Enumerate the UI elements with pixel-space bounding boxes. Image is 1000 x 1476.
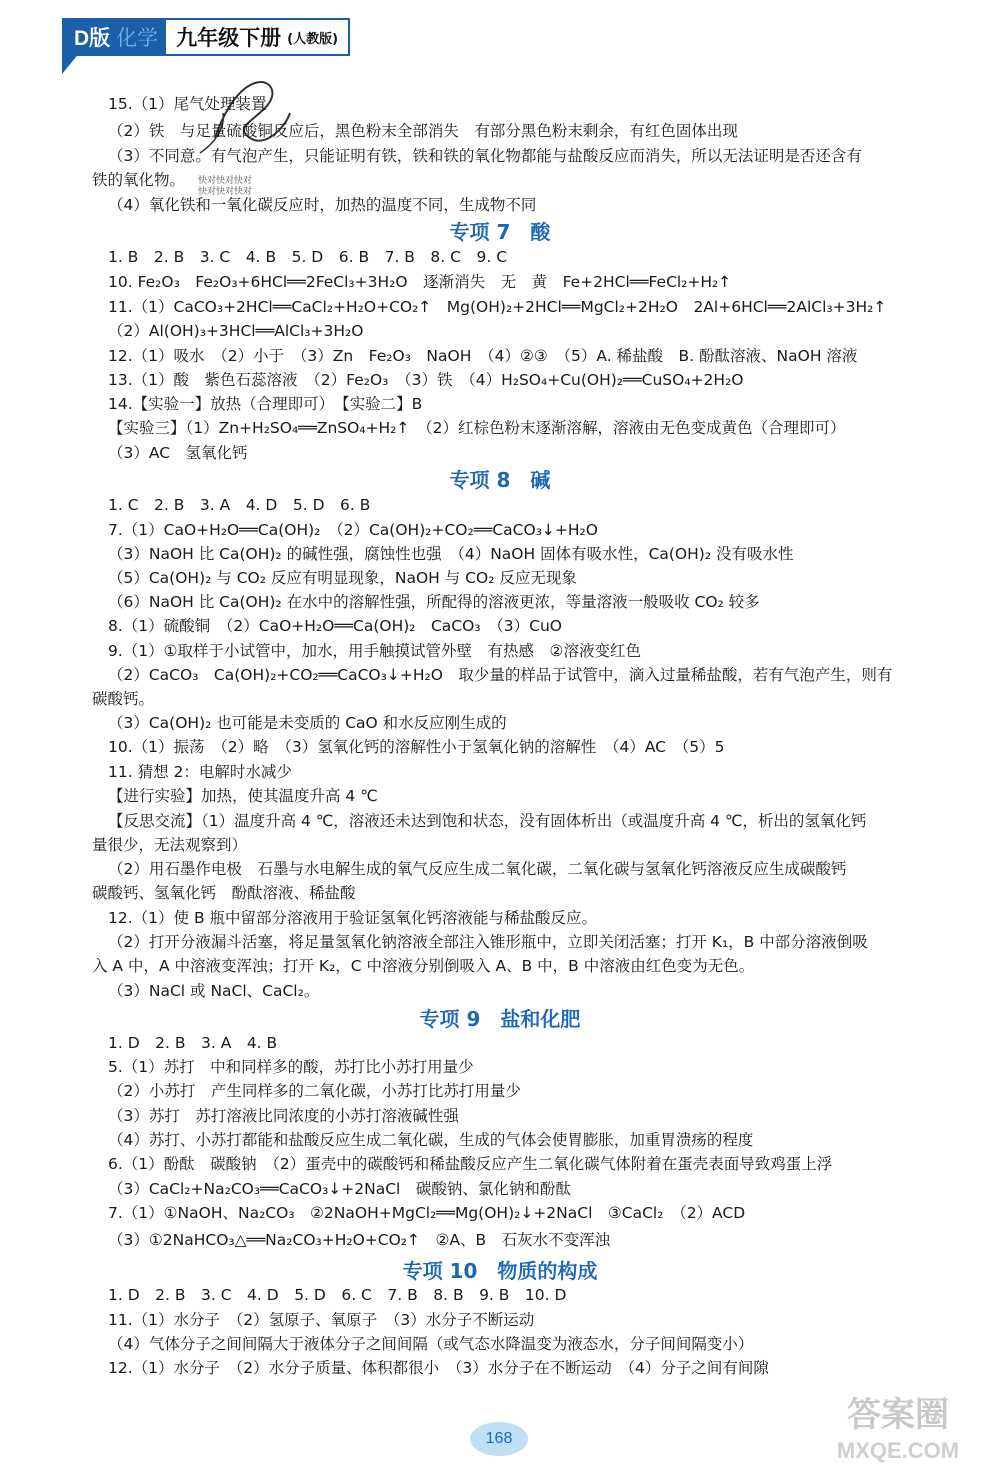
answer-line: 碳酸钙、氢氧化钙 酚酞溶液、稀盐酸 <box>92 884 356 902</box>
answer-line: 10.（1）振荡 （2）略 （3）氢氧化钙的溶解性小于氢氧化钠的溶解性 （4）AC （5）5 <box>108 738 725 756</box>
book-title <box>166 20 348 54</box>
header-banner <box>62 18 350 56</box>
answer-line: （2）CaCO₃ Ca(OH)₂+CO₂══CaCO₃↓+H₂O 取少量的样品于试管中，滴入过量稀盐酸，若有气泡产生，则有 <box>108 666 893 684</box>
answer-line: 【实验三】（1）Zn+H₂SO₄══ZnSO₄+H₂↑ （2）红棕色粉末逐渐溶解，溶液由无色变成黄色（合理即可） <box>108 419 846 437</box>
answer-line: 11.（1）水分子 （2）氢原子、氧原子 （3）水分子不断运动 <box>108 1311 535 1329</box>
answer-line: 7.（1）CaO+H₂O══Ca(OH)₂ （2）Ca(OH)₂+CO₂══CaCO₃↓+H₂O <box>108 521 598 539</box>
watermark-text-sub: MXQE.COM <box>836 1438 960 1463</box>
answer-line: 14.【实验一】放热（合理即可） 【实验二】B <box>108 395 423 413</box>
section-title: 专项 10 物质的构成 <box>402 1259 598 1283</box>
answer-line: 铁的氧化物。 <box>92 171 186 189</box>
answer-line: （2）用石墨作电极 石墨与水电解生成的氧气反应生成二氧化碳，二氧化碳与氢氧化钙溶液反应生成碳酸钙 <box>108 860 847 878</box>
answer-line: 12.（1）使 B 瓶中留部分溶液用于验证氢氧化钙溶液能与稀盐酸反应。 <box>108 909 598 927</box>
answer-line: （3）NaOH 比 Ca(OH)₂ 的碱性强，腐蚀性也强 （4）NaOH 固体有吸水性，Ca(OH)₂ 没有吸水性 <box>108 545 794 563</box>
answer-line: （2）铁 与足量硫酸铜反应后，黑色粉末全部消失 有部分黑色粉末剩余，有红色固体出现 <box>108 122 738 140</box>
answer-line: 15.（1）尾气处理装置 <box>108 95 267 113</box>
answer-line: 入 A 中，A 中溶液变浑浊；打开 K₂，C 中溶液分别倒吸入 A、B 中，B 中溶液由红色变为无色。 <box>92 957 755 975</box>
stamp-line: 快对快对快对 <box>198 187 253 197</box>
answer-line: 1. D 2. B 3. A 4. B <box>108 1034 278 1052</box>
answer-line: 10. Fe₂O₃ Fe₂O₃+6HCl══2FeCl₃+3H₂O 逐渐消失 无 黄 Fe+2HCl══FeCl₂+H₂↑ <box>108 273 732 291</box>
section-title: 专项 9 盐和化肥 <box>419 1007 581 1031</box>
answer-line: （3）Ca(OH)₂ 也可能是未变质的 CaO 和水反应刚生成的 <box>108 714 507 732</box>
answer-line: 9.（1）①取样于小试管中，加水，用手触摸试管外壁 有热感 ②溶液变红色 <box>108 642 641 660</box>
section-title: 专项 7 酸 <box>449 220 551 244</box>
answer-line: 7.（1）①NaOH、Na₂CO₃ ②2NaOH+MgCl₂══Mg(OH)₂↓+2NaCl ③CaCl₂ （2）ACD <box>108 1204 746 1222</box>
answer-line: 1. B 2. B 3. C 4. B 5. D 6. B 7. B 8. C 9. C <box>108 248 508 266</box>
answer-line: 6.（1）酚酞 碳酸钠 （2）蛋壳中的碳酸钙和稀盐酸反应产生二氧化碳气体附着在蛋壳表面导致鸡蛋上浮 <box>108 1155 833 1173</box>
answer-line: （3）AC 氢氧化钙 <box>108 444 248 462</box>
answer-line: 8.（1）硫酸铜 （2）CaO+H₂O══Ca(OH)₂ CaCO₃ （3）CuO <box>108 617 563 635</box>
answer-line: （2）小苏打 产生同样多的二氧化碳，小苏打比苏打用量少 <box>108 1082 521 1100</box>
edition-badge <box>64 20 166 54</box>
answer-line: 【反思交流】（1）温度升高 4 ℃，溶液还未达到饱和状态，没有固体析出（或温度升高 4 ℃，析出的氢氧化钙 <box>108 812 867 830</box>
answer-line: 【进行实验】加热，使其温度升高 4 ℃ <box>108 787 378 805</box>
answer-line: 13.（1）酸 紫色石蕊溶液 （2）Fe₂O₃ （3）铁 （4）H₂SO₄+Cu(OH)₂══CuSO₄+2H₂O <box>108 371 744 389</box>
answer-line: （3）①2NaHCO₃△══Na₂CO₃+H₂O+CO₂↑ ②A、B 石灰水不变浑浊 <box>108 1231 611 1249</box>
stamp-line: 快对快对快对 <box>198 176 253 186</box>
answer-line: 11.（1）CaCO₃+2HCl══CaCl₂+H₂O+CO₂↑ Mg(OH)₂+2HCl══MgCl₂+2H₂O 2Al+6HCl══2AlCl₃+3H₂↑ <box>108 298 887 316</box>
section-title: 专项 8 碱 <box>449 468 551 492</box>
answer-line: 12.（1）吸水 （2）小于 （3）Zn Fe₂O₃ NaOH （4）②③ （5）A. 稀盐酸 B. 酚酞溶液、NaOH 溶液 <box>108 347 858 365</box>
answer-line: 11. 猜想 2：电解时水减少 <box>108 763 292 781</box>
answer-line: （4）气体分子之间间隔大于液体分子之间间隔（或气态水降温变为液态水，分子间间隔变小） <box>108 1335 754 1353</box>
edition-label: D版 <box>74 27 111 50</box>
answer-line: 量很少，无法观察到） <box>92 836 248 854</box>
answer-line: （4）苏打、小苏打都能和盐酸反应生成二氧化碳，生成的气体会使胃膨胀，加重胃溃疡的程度 <box>108 1131 754 1149</box>
answer-line: （3）苏打 苏打溶液比同浓度的小苏打溶液碱性强 <box>108 1107 459 1125</box>
answer-line: 碳酸钙。 <box>92 690 155 708</box>
answer-line: （5）Ca(OH)₂ 与 CO₂ 反应有明显现象，NaOH 与 CO₂ 反应无现象 <box>108 569 577 587</box>
answer-line: （3）不同意。有气泡产生，只能证明有铁，铁和铁的氧化物都能与盐酸反应而消失，所以无法证明是否还含有 <box>108 147 862 165</box>
grade-label: 九年级下册 <box>176 26 282 50</box>
answer-line: （4）氧化铁和一氧化碳反应时，加热的温度不同，生成物不同 <box>108 196 537 214</box>
publisher-label: (人教版) <box>287 31 339 47</box>
subject-label: 化学 <box>116 27 159 50</box>
answer-line: 12.（1）水分子 （2）水分子质量、体积都很小 （3）水分子在不断运动 （4）分子之间有间隙 <box>108 1359 769 1377</box>
watermark-logo-icon <box>808 1388 988 1468</box>
page-number: 168 <box>470 1422 528 1456</box>
answer-line: （2）Al(OH)₃+3HCl══AlCl₃+3H₂O <box>108 322 364 340</box>
answer-line: （2）打开分液漏斗活塞，将足量氢氧化钠溶液全部注入锥形瓶中，立即关闭活塞；打开 K₁，B 中部分溶液倒吸 <box>108 933 868 951</box>
answer-line: （3）CaCl₂+Na₂CO₃══CaCO₃↓+2NaCl 碳酸钠、氯化钠和酚酞 <box>108 1180 571 1198</box>
answer-line: （3）NaCl 或 NaCl、CaCl₂。 <box>108 982 320 1000</box>
answer-line: 5.（1）苏打 中和同样多的酸，苏打比小苏打用量少 <box>108 1058 474 1076</box>
answer-line: 1. D 2. B 3. C 4. D 5. D 6. C 7. B 8. B 9. B 10. D <box>108 1286 567 1304</box>
header-tail-decoration <box>62 52 80 74</box>
answer-line: （6）NaOH 比 Ca(OH)₂ 在水中的溶解性强，所配得的溶液更浓，等量溶液一般吸收 CO₂ 较多 <box>108 593 760 611</box>
answer-line: 1. C 2. B 3. A 4. D 5. D 6. B <box>108 496 371 514</box>
watermark-text-main: 答案圈 <box>847 1395 949 1435</box>
